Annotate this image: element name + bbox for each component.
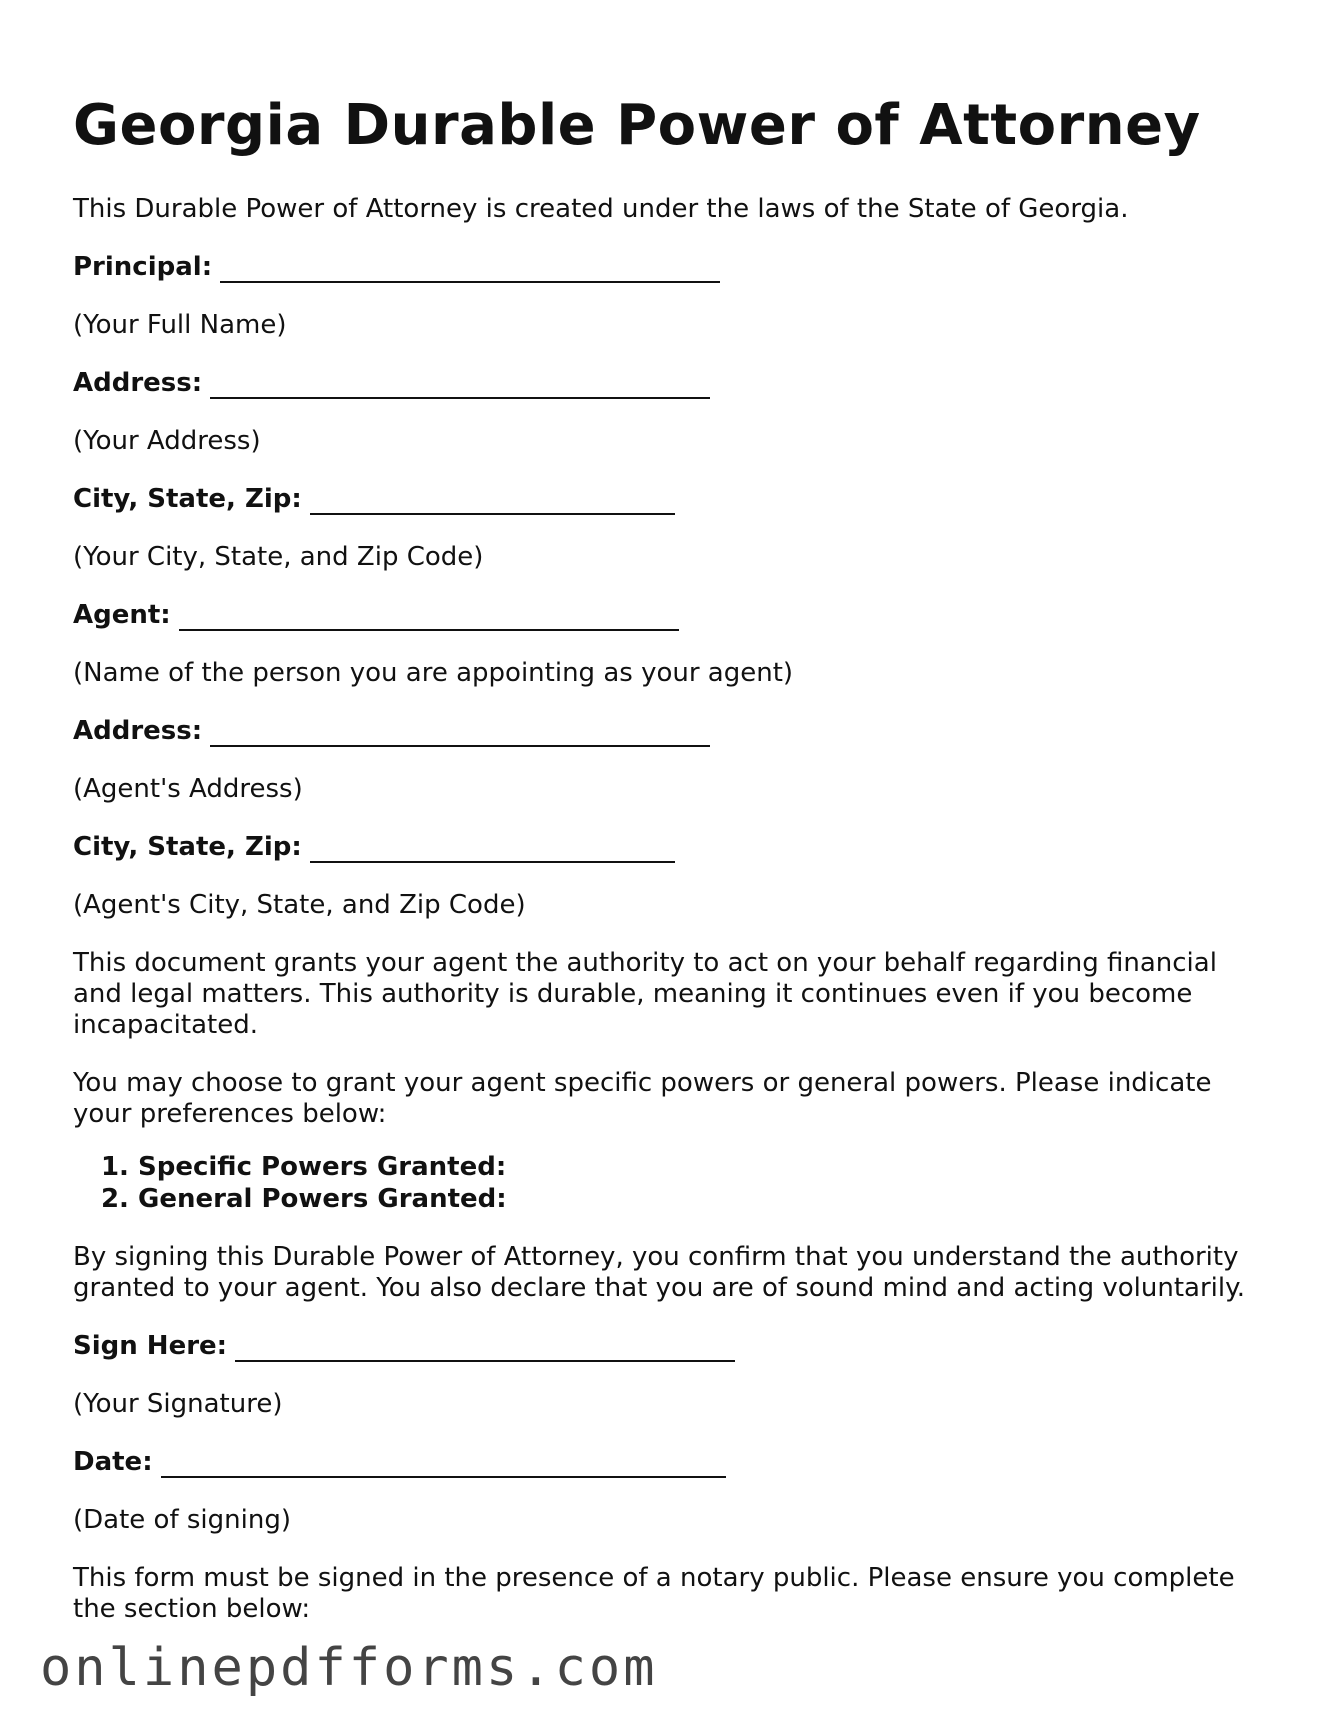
signature-hint: (Your Signature) xyxy=(73,1389,283,1419)
agent-name-input-line[interactable] xyxy=(179,605,679,631)
agent-city-label: City, State, Zip: xyxy=(73,832,302,862)
watermark-text: onlinepdfforms.com xyxy=(40,1638,658,1698)
principal-city-input-line[interactable] xyxy=(310,489,675,515)
confirmation-paragraph: By signing this Durable Power of Attorney, you confirm that you understand the authority granted to your agent. You also declare that you are of sound mind and acting voluntarily. xyxy=(73,1242,1246,1303)
principal-address-input-line[interactable] xyxy=(210,373,710,399)
date-input-line[interactable] xyxy=(161,1452,726,1478)
document-body xyxy=(73,92,1273,1652)
list-item: 2. General Powers Granted: xyxy=(138,1183,1273,1215)
agent-city-hint: (Agent's City, State, and Zip Code) xyxy=(73,890,526,920)
agent-city-field xyxy=(73,832,1273,863)
principal-address-field xyxy=(73,368,1273,399)
intro-paragraph: This Durable Power of Attorney is created under the laws of the State of Georgia. xyxy=(73,194,1129,224)
signature-label: Sign Here: xyxy=(73,1331,228,1361)
principal-address-hint: (Your Address) xyxy=(73,426,261,456)
principal-name-hint: (Your Full Name) xyxy=(73,310,287,340)
agent-name-field xyxy=(73,600,1273,631)
agent-address-field xyxy=(73,716,1273,747)
date-hint: (Date of signing) xyxy=(73,1505,291,1535)
document-title: Georgia Durable Power of Attorney xyxy=(73,93,1201,158)
principal-address-label: Address: xyxy=(73,368,203,398)
agent-city-input-line[interactable] xyxy=(310,837,675,863)
date-field xyxy=(73,1447,1273,1478)
agent-address-input-line[interactable] xyxy=(210,721,710,747)
powers-list xyxy=(73,1151,1273,1215)
agent-name-hint: (Name of the person you are appointing as your agent) xyxy=(73,658,794,688)
signature-field xyxy=(73,1331,1273,1362)
signature-input-line[interactable] xyxy=(235,1336,735,1362)
authority-paragraph: This document grants your agent the authority to act on your behalf regarding financial and legal matters. This authority is durable, meaning it continues even if you become incapacitated. xyxy=(73,948,1217,1040)
notary-paragraph: This form must be signed in the presence of a notary public. Please ensure you complete the section below: xyxy=(73,1563,1235,1624)
date-label: Date: xyxy=(73,1447,153,1477)
principal-city-field xyxy=(73,484,1273,515)
agent-address-hint: (Agent's Address) xyxy=(73,774,303,804)
agent-name-label: Agent: xyxy=(73,600,171,630)
list-item: 1. Specific Powers Granted: xyxy=(138,1151,1273,1183)
principal-city-hint: (Your City, State, and Zip Code) xyxy=(73,542,484,572)
powers-paragraph: You may choose to grant your agent specific powers or general powers. Please indicate your preferences below: xyxy=(73,1068,1212,1129)
agent-address-label: Address: xyxy=(73,716,203,746)
principal-name-field xyxy=(73,252,1273,283)
principal-city-label: City, State, Zip: xyxy=(73,484,302,514)
principal-name-input-line[interactable] xyxy=(220,257,720,283)
principal-name-label: Principal: xyxy=(73,252,213,282)
